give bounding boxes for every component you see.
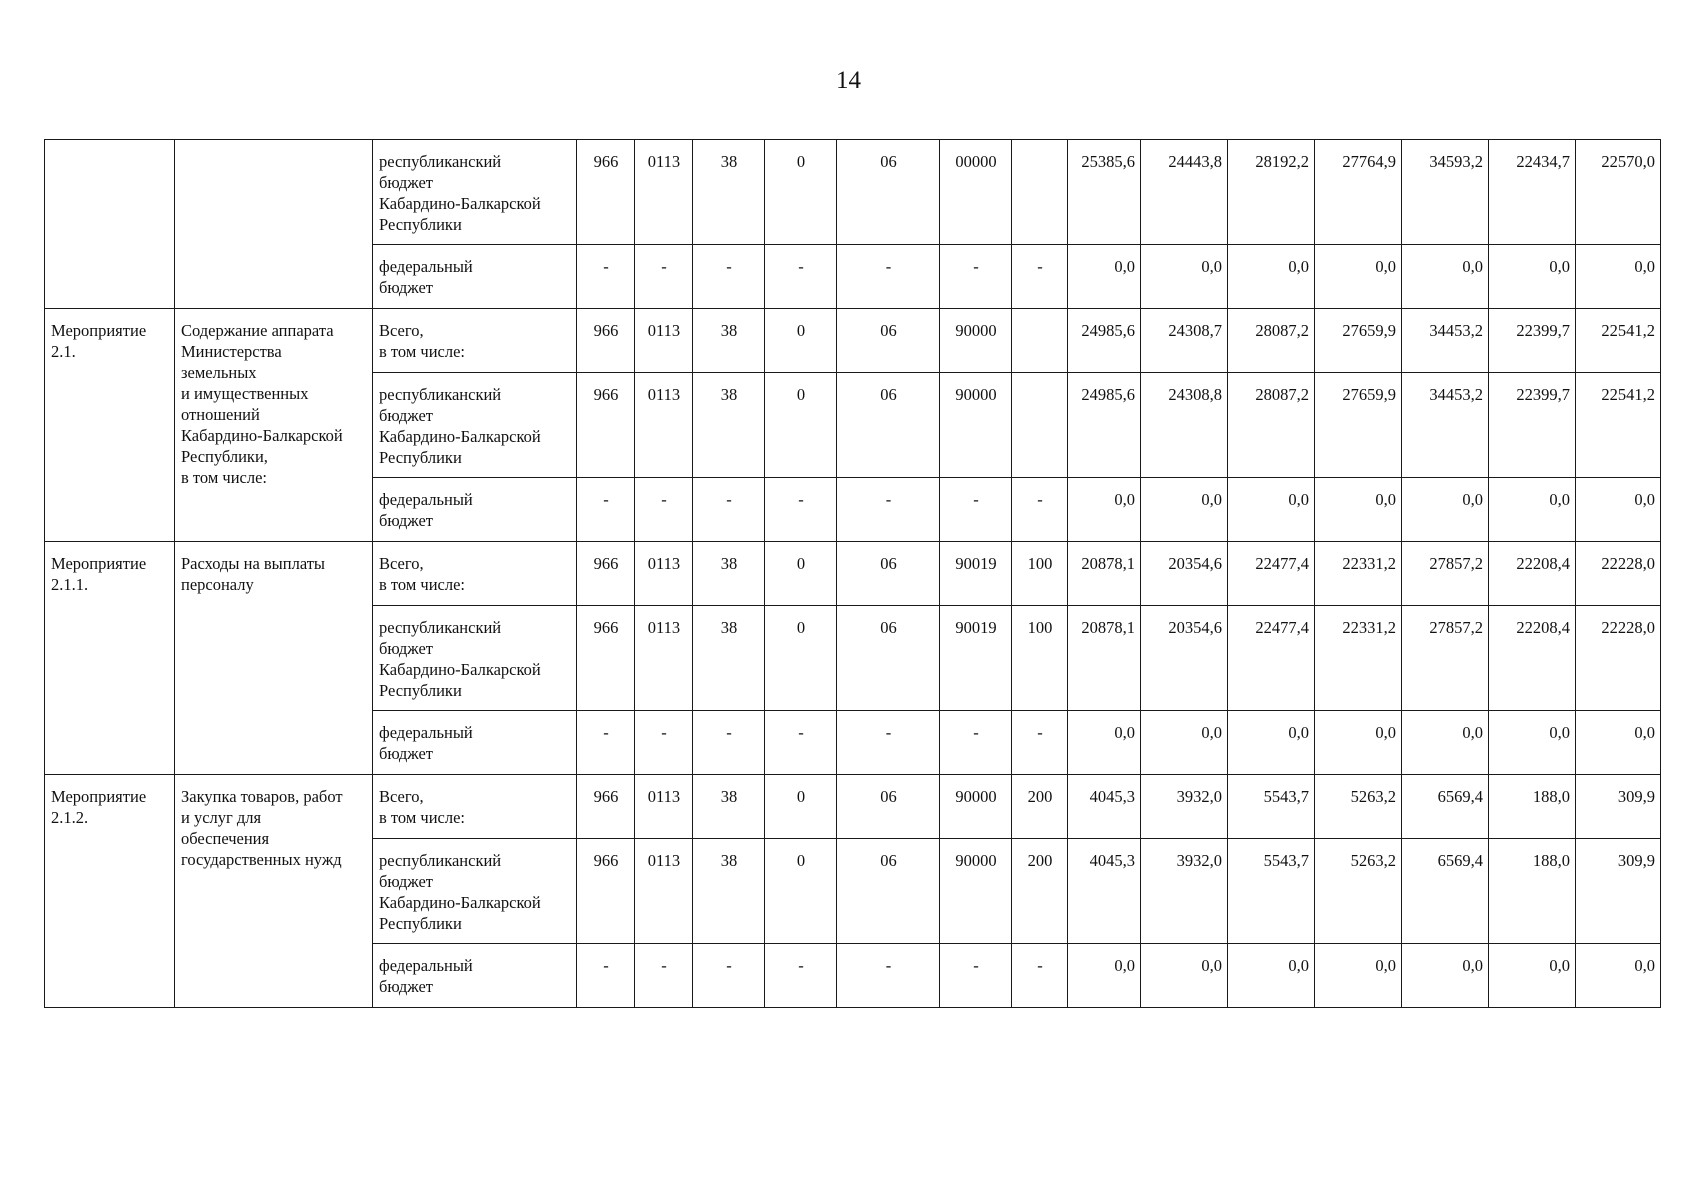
year-amount-cell: 0,0 (1315, 944, 1402, 1008)
year-amount-cell: 34593,2 (1402, 140, 1489, 245)
year-amount-cell: 309,9 (1576, 839, 1661, 944)
direction-code-cell: - (940, 711, 1012, 775)
year-amount-cell: 5263,2 (1315, 775, 1402, 839)
year-amount-cell: 27659,9 (1315, 309, 1402, 373)
year-amount-cell: 22477,4 (1228, 542, 1315, 606)
budget-table (44, 139, 1661, 1008)
expense-type-code-cell: - (1012, 944, 1068, 1008)
table-row (45, 775, 1661, 839)
event-number-cell: Мероприятие 2.1.1. (45, 542, 175, 775)
direction-code-cell: 90000 (940, 373, 1012, 478)
funding-source-cell: федеральный бюджет (373, 711, 577, 775)
program-code-cell: 38 (693, 542, 765, 606)
direction-code-cell: - (940, 478, 1012, 542)
program-code-cell: 38 (693, 839, 765, 944)
year-amount-cell: 25385,6 (1068, 140, 1141, 245)
year-amount-cell: 0,0 (1402, 478, 1489, 542)
subprogram-code-cell: 0 (765, 542, 837, 606)
grbs-code-cell: - (577, 478, 635, 542)
subprogram-code-cell: 0 (765, 606, 837, 711)
program-code-cell: 38 (693, 309, 765, 373)
year-amount-cell: 6569,4 (1402, 775, 1489, 839)
year-amount-cell: 0,0 (1315, 711, 1402, 775)
year-amount-cell: 22208,4 (1489, 606, 1576, 711)
expense-type-code-cell: 200 (1012, 839, 1068, 944)
year-amount-cell: 0,0 (1315, 245, 1402, 309)
year-amount-cell: 20878,1 (1068, 606, 1141, 711)
main-event-code-cell: 06 (837, 373, 940, 478)
year-amount-cell: 0,0 (1402, 711, 1489, 775)
year-amount-cell: 28192,2 (1228, 140, 1315, 245)
year-amount-cell: 0,0 (1141, 711, 1228, 775)
year-amount-cell: 0,0 (1489, 711, 1576, 775)
year-amount-cell: 6569,4 (1402, 839, 1489, 944)
event-number-cell (45, 140, 175, 309)
year-amount-cell: 0,0 (1068, 711, 1141, 775)
year-amount-cell: 4045,3 (1068, 839, 1141, 944)
main-event-code-cell: - (837, 711, 940, 775)
section-code-cell: - (635, 944, 693, 1008)
grbs-code-cell: 966 (577, 542, 635, 606)
program-code-cell: - (693, 478, 765, 542)
year-amount-cell: 22399,7 (1489, 373, 1576, 478)
program-code-cell: - (693, 944, 765, 1008)
section-code-cell: 0113 (635, 606, 693, 711)
year-amount-cell: 22541,2 (1576, 309, 1661, 373)
year-amount-cell: 34453,2 (1402, 309, 1489, 373)
expense-type-code-cell (1012, 309, 1068, 373)
grbs-code-cell: - (577, 245, 635, 309)
funding-source-cell: республиканский бюджет Кабардино-Балкарской Республики (373, 839, 577, 944)
main-event-code-cell: 06 (837, 839, 940, 944)
subprogram-code-cell: 0 (765, 839, 837, 944)
year-amount-cell: 27659,9 (1315, 373, 1402, 478)
program-code-cell: 38 (693, 606, 765, 711)
program-code-cell: - (693, 245, 765, 309)
table-row (45, 309, 1661, 373)
page-number: 14 (836, 67, 861, 94)
year-amount-cell: 22228,0 (1576, 606, 1661, 711)
year-amount-cell: 22477,4 (1228, 606, 1315, 711)
event-description-cell: Закупка товаров, работ и услуг для обеспечения государственных нужд (175, 775, 373, 1008)
main-event-code-cell: 06 (837, 606, 940, 711)
funding-source-cell: федеральный бюджет (373, 478, 577, 542)
year-amount-cell: 22570,0 (1576, 140, 1661, 245)
grbs-code-cell: 966 (577, 373, 635, 478)
year-amount-cell: 0,0 (1068, 245, 1141, 309)
year-amount-cell: 22399,7 (1489, 309, 1576, 373)
year-amount-cell: 22331,2 (1315, 542, 1402, 606)
year-amount-cell: 0,0 (1489, 944, 1576, 1008)
direction-code-cell: 90019 (940, 542, 1012, 606)
subprogram-code-cell: - (765, 711, 837, 775)
year-amount-cell: 34453,2 (1402, 373, 1489, 478)
funding-source-cell: федеральный бюджет (373, 944, 577, 1008)
year-amount-cell: 0,0 (1228, 711, 1315, 775)
subprogram-code-cell: - (765, 245, 837, 309)
section-code-cell: - (635, 245, 693, 309)
year-amount-cell: 22541,2 (1576, 373, 1661, 478)
year-amount-cell: 0,0 (1402, 944, 1489, 1008)
direction-code-cell: - (940, 245, 1012, 309)
funding-source-cell: федеральный бюджет (373, 245, 577, 309)
direction-code-cell: 90019 (940, 606, 1012, 711)
year-amount-cell: 27857,2 (1402, 542, 1489, 606)
main-event-code-cell: 06 (837, 309, 940, 373)
year-amount-cell: 0,0 (1141, 478, 1228, 542)
year-amount-cell: 5263,2 (1315, 839, 1402, 944)
grbs-code-cell: 966 (577, 309, 635, 373)
year-amount-cell: 188,0 (1489, 839, 1576, 944)
event-description-cell: Содержание аппарата Министерства земельных и имущественных отношений Кабардино-Балкарской Республики, в том числе: (175, 309, 373, 542)
year-amount-cell: 22331,2 (1315, 606, 1402, 711)
year-amount-cell: 24308,8 (1141, 373, 1228, 478)
section-code-cell: 0113 (635, 373, 693, 478)
year-amount-cell: 0,0 (1141, 245, 1228, 309)
table-row (45, 542, 1661, 606)
year-amount-cell: 3932,0 (1141, 775, 1228, 839)
year-amount-cell: 24443,8 (1141, 140, 1228, 245)
year-amount-cell: 0,0 (1489, 478, 1576, 542)
year-amount-cell: 4045,3 (1068, 775, 1141, 839)
year-amount-cell: 24308,7 (1141, 309, 1228, 373)
section-code-cell: 0113 (635, 839, 693, 944)
subprogram-code-cell: - (765, 478, 837, 542)
year-amount-cell: 22228,0 (1576, 542, 1661, 606)
year-amount-cell: 24985,6 (1068, 309, 1141, 373)
event-number-cell: Мероприятие 2.1. (45, 309, 175, 542)
year-amount-cell: 28087,2 (1228, 373, 1315, 478)
section-code-cell: - (635, 478, 693, 542)
program-code-cell: 38 (693, 373, 765, 478)
year-amount-cell: 0,0 (1576, 944, 1661, 1008)
year-amount-cell: 0,0 (1576, 245, 1661, 309)
year-amount-cell: 20354,6 (1141, 606, 1228, 711)
year-amount-cell: 0,0 (1141, 944, 1228, 1008)
direction-code-cell: 90000 (940, 775, 1012, 839)
grbs-code-cell: - (577, 944, 635, 1008)
main-event-code-cell: - (837, 478, 940, 542)
grbs-code-cell: 966 (577, 140, 635, 245)
year-amount-cell: 5543,7 (1228, 775, 1315, 839)
program-code-cell: 38 (693, 775, 765, 839)
year-amount-cell: 27857,2 (1402, 606, 1489, 711)
year-amount-cell: 20878,1 (1068, 542, 1141, 606)
program-code-cell: 38 (693, 140, 765, 245)
section-code-cell: 0113 (635, 140, 693, 245)
year-amount-cell: 22208,4 (1489, 542, 1576, 606)
year-amount-cell: 0,0 (1315, 478, 1402, 542)
grbs-code-cell: 966 (577, 606, 635, 711)
expense-type-code-cell (1012, 140, 1068, 245)
main-event-code-cell: 06 (837, 542, 940, 606)
main-event-code-cell: - (837, 245, 940, 309)
year-amount-cell: 22434,7 (1489, 140, 1576, 245)
table-row (45, 140, 1661, 245)
main-event-code-cell: 06 (837, 140, 940, 245)
direction-code-cell: - (940, 944, 1012, 1008)
funding-source-cell: республиканский бюджет Кабардино-Балкарской Республики (373, 373, 577, 478)
grbs-code-cell: - (577, 711, 635, 775)
subprogram-code-cell: 0 (765, 775, 837, 839)
section-code-cell: 0113 (635, 542, 693, 606)
year-amount-cell: 0,0 (1402, 245, 1489, 309)
expense-type-code-cell: 100 (1012, 606, 1068, 711)
expense-type-code-cell: - (1012, 245, 1068, 309)
funding-source-cell: Всего, в том числе: (373, 309, 577, 373)
subprogram-code-cell: - (765, 944, 837, 1008)
funding-source-cell: республиканский бюджет Кабардино-Балкарской Республики (373, 606, 577, 711)
event-description-cell: Расходы на выплаты персоналу (175, 542, 373, 775)
direction-code-cell: 90000 (940, 309, 1012, 373)
program-code-cell: - (693, 711, 765, 775)
expense-type-code-cell: 100 (1012, 542, 1068, 606)
direction-code-cell: 90000 (940, 839, 1012, 944)
year-amount-cell: 0,0 (1576, 711, 1661, 775)
grbs-code-cell: 966 (577, 775, 635, 839)
year-amount-cell: 5543,7 (1228, 839, 1315, 944)
grbs-code-cell: 966 (577, 839, 635, 944)
funding-source-cell: Всего, в том числе: (373, 542, 577, 606)
section-code-cell: 0113 (635, 775, 693, 839)
direction-code-cell: 00000 (940, 140, 1012, 245)
year-amount-cell: 28087,2 (1228, 309, 1315, 373)
year-amount-cell: 0,0 (1576, 478, 1661, 542)
year-amount-cell: 188,0 (1489, 775, 1576, 839)
year-amount-cell: 3932,0 (1141, 839, 1228, 944)
expense-type-code-cell: 200 (1012, 775, 1068, 839)
year-amount-cell: 0,0 (1068, 478, 1141, 542)
expense-type-code-cell: - (1012, 478, 1068, 542)
year-amount-cell: 0,0 (1228, 478, 1315, 542)
expense-type-code-cell: - (1012, 711, 1068, 775)
event-description-cell (175, 140, 373, 309)
subprogram-code-cell: 0 (765, 309, 837, 373)
section-code-cell: 0113 (635, 309, 693, 373)
subprogram-code-cell: 0 (765, 373, 837, 478)
section-code-cell: - (635, 711, 693, 775)
year-amount-cell: 20354,6 (1141, 542, 1228, 606)
main-event-code-cell: 06 (837, 775, 940, 839)
year-amount-cell: 0,0 (1068, 944, 1141, 1008)
year-amount-cell: 309,9 (1576, 775, 1661, 839)
year-amount-cell: 24985,6 (1068, 373, 1141, 478)
subprogram-code-cell: 0 (765, 140, 837, 245)
funding-source-cell: республиканский бюджет Кабардино-Балкарской Республики (373, 140, 577, 245)
funding-source-cell: Всего, в том числе: (373, 775, 577, 839)
event-number-cell: Мероприятие 2.1.2. (45, 775, 175, 1008)
main-event-code-cell: - (837, 944, 940, 1008)
year-amount-cell: 27764,9 (1315, 140, 1402, 245)
expense-type-code-cell (1012, 373, 1068, 478)
year-amount-cell: 0,0 (1228, 944, 1315, 1008)
year-amount-cell: 0,0 (1489, 245, 1576, 309)
year-amount-cell: 0,0 (1228, 245, 1315, 309)
